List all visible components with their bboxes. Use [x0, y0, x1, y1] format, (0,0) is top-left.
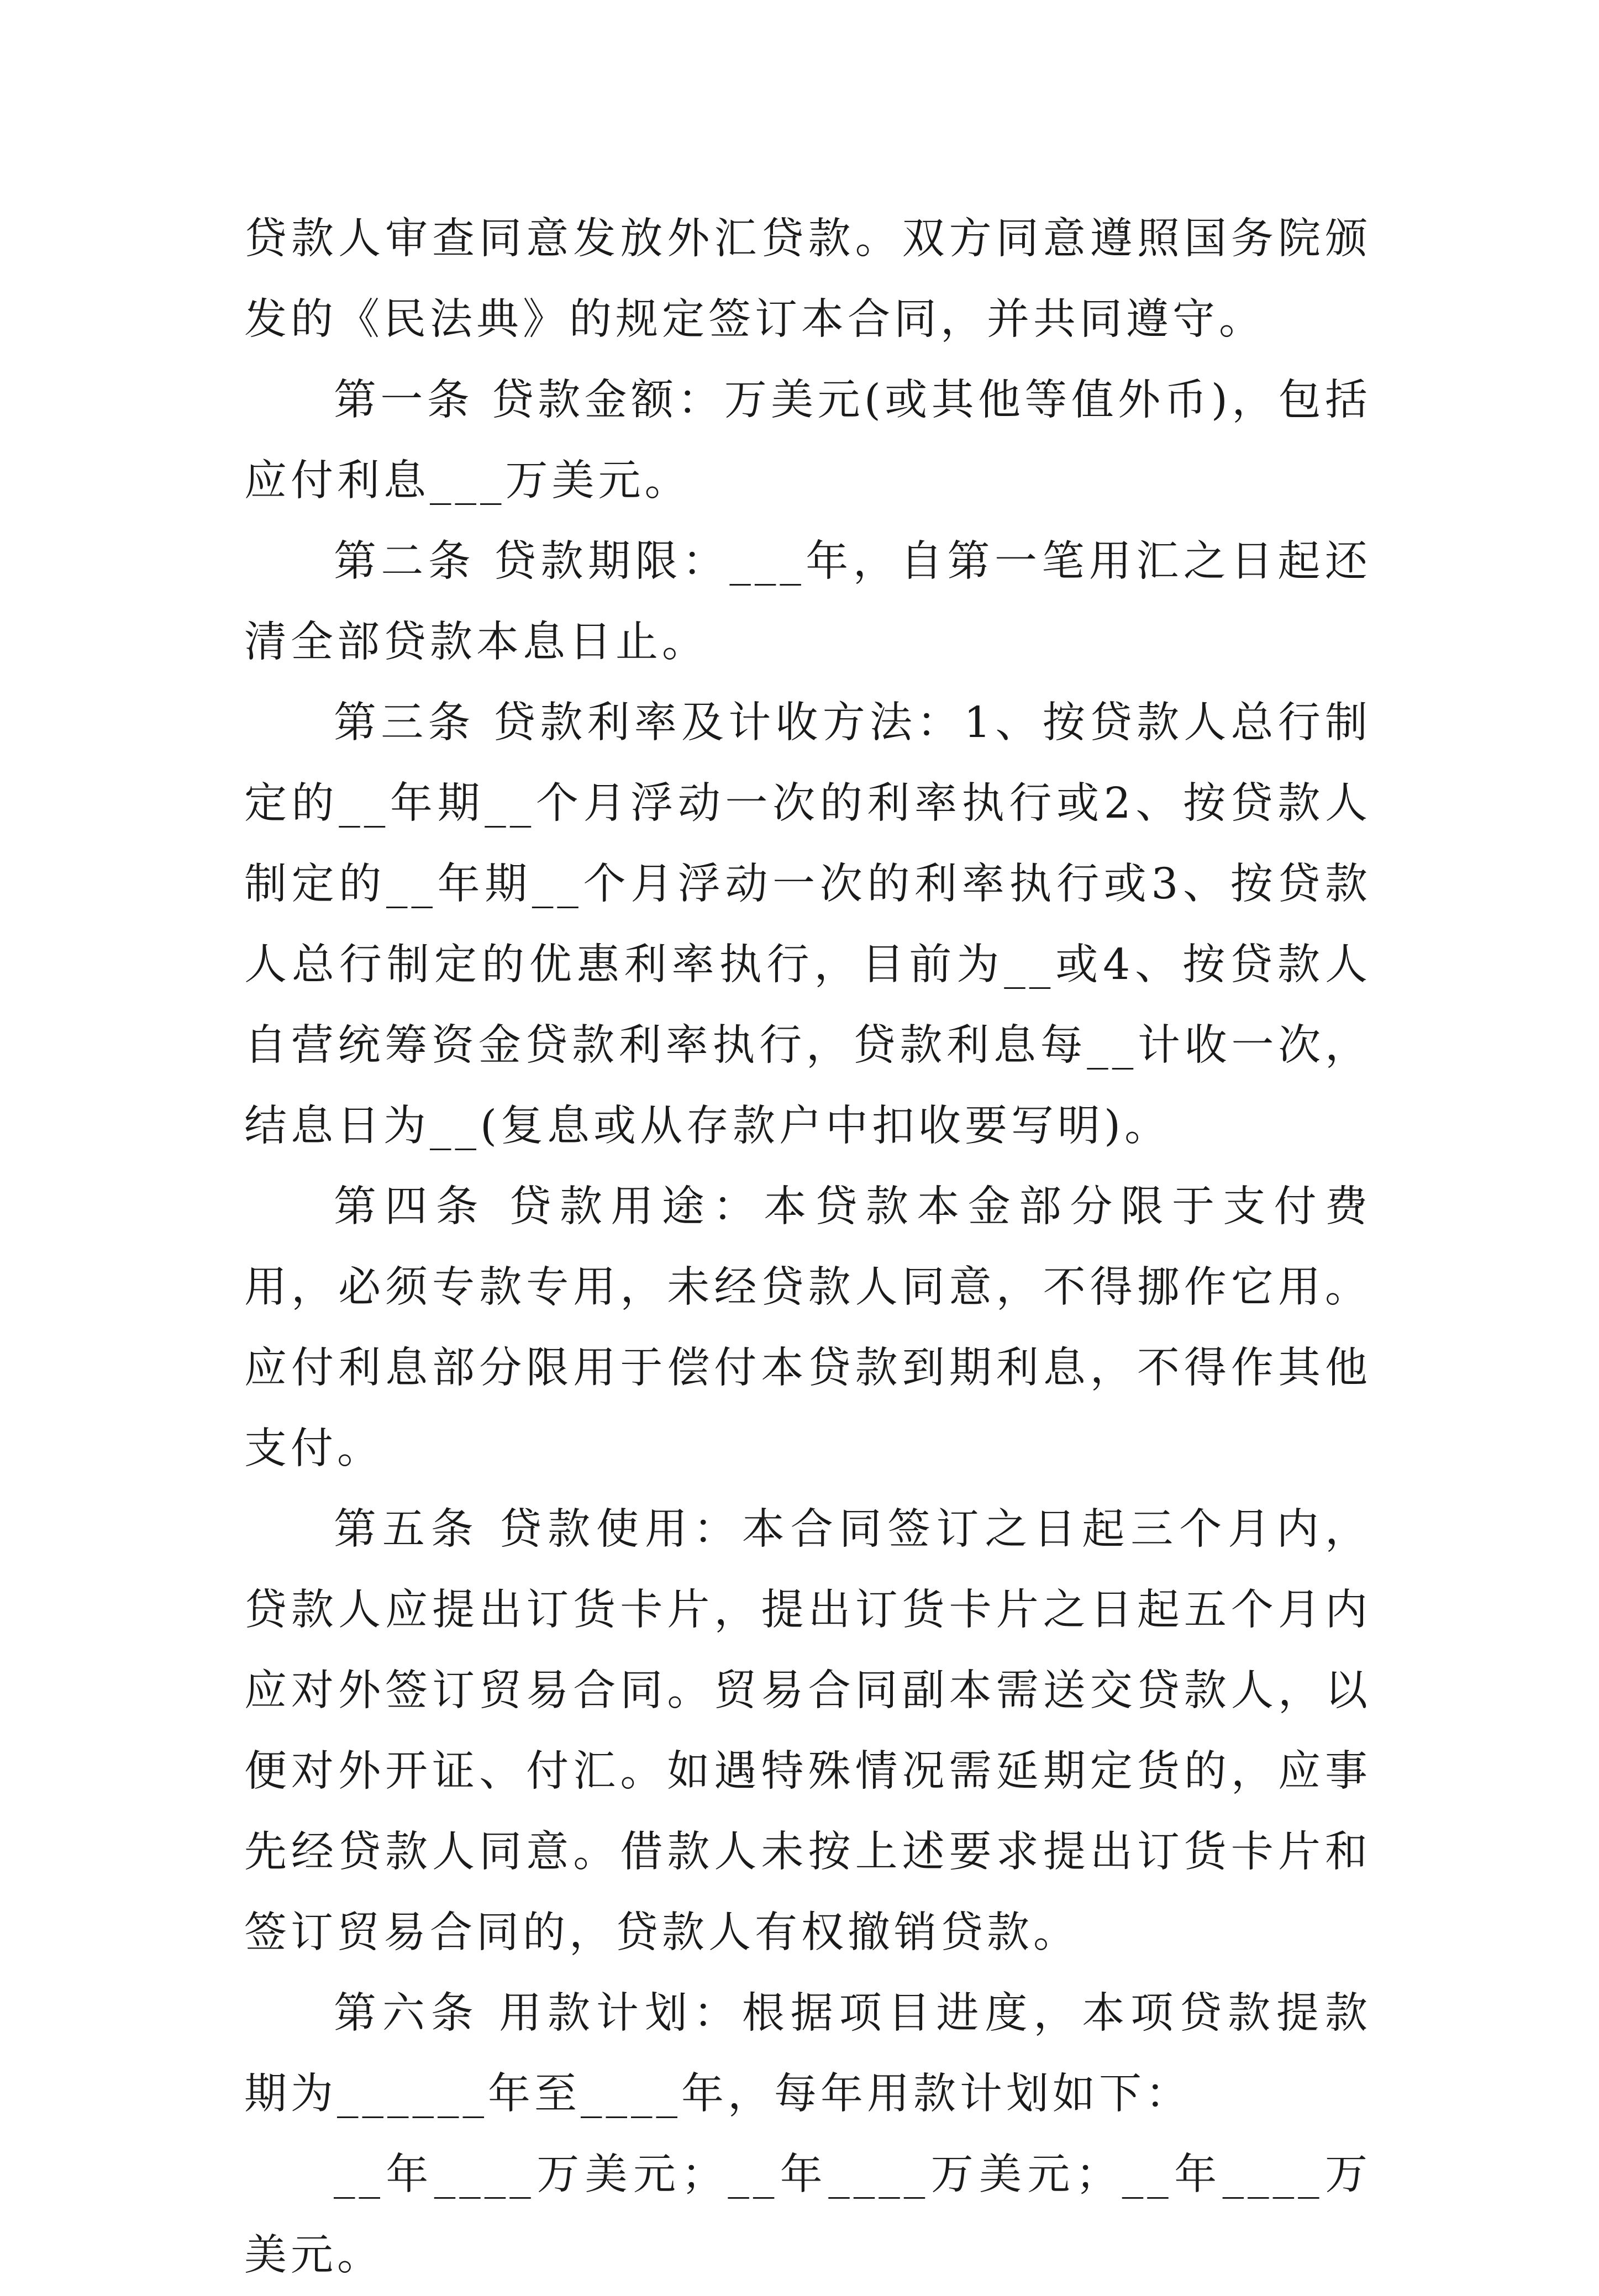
article-5-paragraph: 第五条 贷款使用：本合同签订之日起三个月内，贷款人应提出订货卡片，提出订货卡片之日起五个月内应对外签订贸易合同。贸易合同副本需送交贷款人，以便对外开证、付汇。如遇特殊情况需延期定货的，应事先经贷款人同意。借款人未按上述要求提出订货卡片和签订贸易合同的，贷款人有权撤销贷款。: [244, 1505, 1371, 1957]
article-6-paragraph: 第六条 用款计划：根据项目进度，本项贷款提款期为______年至____年，每年用款计划如下：: [244, 1989, 1371, 2119]
article-2-paragraph: 第二条 贷款期限：___年，自第一笔用汇之日起还清全部贷款本息日止。: [244, 537, 1371, 667]
intro-paragraph: 贷款人审查同意发放外汇贷款。双方同意遵照国务院颁发的《民法典》的规定签订本合同，并共同遵守。: [244, 214, 1371, 344]
article-1-paragraph: 第一条 贷款金额：万美元(或其他等值外币)，包括应付利息___万美元。: [244, 376, 1371, 505]
contract-body: [244, 199, 1371, 2296]
article-4-paragraph: 第四条 贷款用途：本贷款本金部分限于支付费用，必须专款专用，未经贷款人同意，不得挪作它用。应付利息部分限用于偿付本贷款到期利息，不得作其他支付。: [244, 1182, 1371, 1473]
article-3-paragraph: 第三条 贷款利率及计收方法：1、按贷款人总行制定的__年期__个月浮动一次的利率执行或2、按贷款人制定的__年期__个月浮动一次的利率执行或3、按贷款人总行制定的优惠利率执行，目前为__或4、按贷款人自营统筹资金贷款利率执行，贷款利息每__计收一次，结息日为__(复息或从存款户中扣收要写明)。: [244, 698, 1371, 1151]
schedule-line: __年____万美元；__年____万美元；__年____万美元。: [244, 2150, 1371, 2280]
